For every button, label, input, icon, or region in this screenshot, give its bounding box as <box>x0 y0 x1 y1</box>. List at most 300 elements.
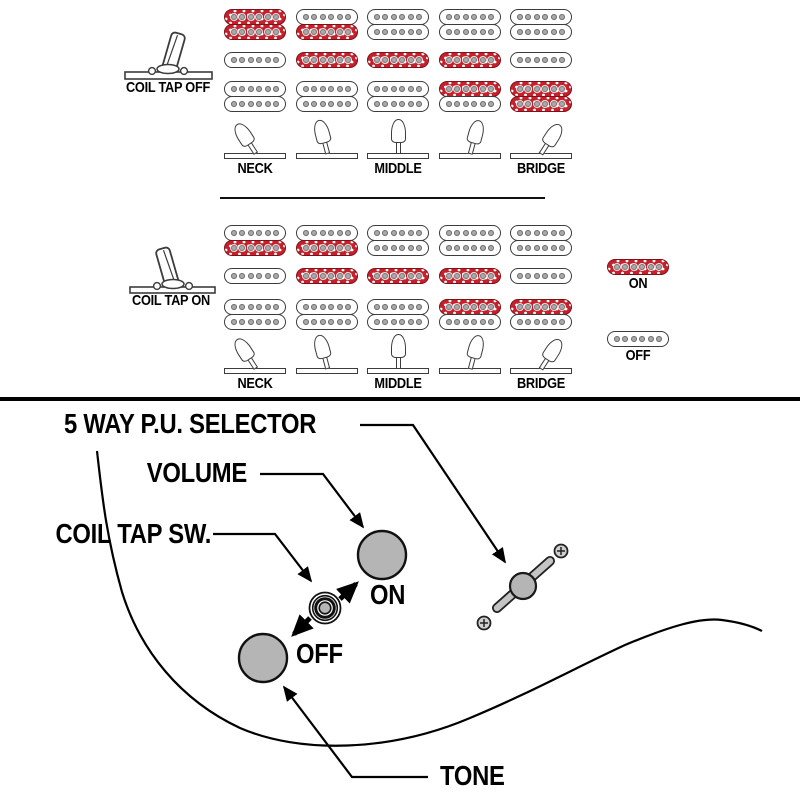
coil-tap-switch <box>310 593 341 624</box>
tone-leader-line <box>284 687 428 777</box>
pole-piece-dot <box>374 86 380 92</box>
pole-piece-dot <box>374 245 380 251</box>
pole-piece-dot <box>337 14 343 20</box>
pole-piece-dot <box>273 304 279 310</box>
pole-piece-dot <box>416 101 422 107</box>
pole-piece-dot <box>248 304 254 310</box>
pole-piece-dot <box>248 273 254 279</box>
pole-piece-dot <box>542 57 548 63</box>
pole-piece-dot <box>525 86 531 92</box>
coil-tap-leader-line <box>213 534 311 581</box>
pole-piece-dot <box>231 230 237 236</box>
pole-piece-dot <box>488 304 494 310</box>
pole-piece-dot <box>471 101 477 107</box>
pole-piece-dot <box>517 86 523 92</box>
pickup-coil-off <box>510 52 572 68</box>
pole-piece-dot <box>382 319 388 325</box>
pickup-coil-off <box>296 225 358 241</box>
pole-piece-dot <box>265 273 271 279</box>
pole-piece-dot <box>534 319 540 325</box>
pole-piece-dot <box>311 304 317 310</box>
pole-piece-dot <box>273 14 279 20</box>
pole-piece-dot <box>374 57 380 63</box>
pole-piece-dot <box>559 101 565 107</box>
pole-piece-dot <box>534 245 540 251</box>
pole-piece-dot <box>337 29 343 35</box>
pickup-coil-off <box>296 96 358 112</box>
pole-piece-dot <box>303 57 309 63</box>
pole-piece-dot <box>480 245 486 251</box>
pole-piece-dot <box>303 86 309 92</box>
pickup-coil-off <box>439 9 501 25</box>
pole-piece-dot <box>382 86 388 92</box>
pole-piece-dot <box>480 14 486 20</box>
pole-piece-dot <box>328 319 334 325</box>
pole-piece-dot <box>256 245 262 251</box>
pole-piece-dot <box>248 101 254 107</box>
pole-piece-dot <box>337 319 343 325</box>
pole-piece-dot <box>256 14 262 20</box>
pole-piece-dot <box>631 336 637 342</box>
pole-piece-dot <box>256 57 262 63</box>
pole-piece-dot <box>534 230 540 236</box>
pole-piece-dot <box>273 319 279 325</box>
pole-piece-dot <box>248 29 254 35</box>
pole-piece-dot <box>471 230 477 236</box>
pole-piece-dot <box>337 230 343 236</box>
pickup-coil-on <box>367 52 429 68</box>
pole-piece-dot <box>303 101 309 107</box>
pole-piece-dot <box>239 101 245 107</box>
pole-piece-dot <box>320 86 326 92</box>
pickup-coil-off <box>367 24 429 40</box>
pole-piece-dot <box>273 230 279 236</box>
pole-piece-dot <box>454 14 460 20</box>
pole-piece-dot <box>480 101 486 107</box>
pole-piece-dot <box>471 57 477 63</box>
pole-piece-dot <box>471 304 477 310</box>
pole-piece-dot <box>488 14 494 20</box>
pole-piece-dot <box>320 319 326 325</box>
pole-piece-dot <box>463 319 469 325</box>
pole-piece-dot <box>525 245 531 251</box>
pickup-coil-off <box>607 331 669 347</box>
pole-piece-dot <box>256 230 262 236</box>
position-label-middle: MIDDLE <box>374 160 422 177</box>
pole-piece-dot <box>328 29 334 35</box>
pickup-coil-off <box>439 240 501 256</box>
pole-piece-dot <box>265 319 271 325</box>
pickup-coil-off <box>510 268 572 284</box>
pole-piece-dot <box>320 304 326 310</box>
pole-piece-dot <box>488 101 494 107</box>
pole-piece-dot <box>320 273 326 279</box>
volume-leader-line <box>260 474 363 527</box>
pole-piece-dot <box>311 319 317 325</box>
pole-piece-dot <box>517 245 523 251</box>
pole-piece-dot <box>382 101 388 107</box>
pole-piece-dot <box>542 273 548 279</box>
pole-piece-dot <box>488 86 494 92</box>
pole-piece-dot <box>416 14 422 20</box>
pole-piece-dot <box>374 304 380 310</box>
pole-piece-dot <box>471 29 477 35</box>
pickup-coil-off <box>367 9 429 25</box>
pole-piece-dot <box>391 57 397 63</box>
pole-piece-dot <box>454 245 460 251</box>
pole-piece-dot <box>614 264 620 270</box>
pole-piece-dot <box>345 319 351 325</box>
pole-piece-dot <box>408 273 414 279</box>
pole-piece-dot <box>345 245 351 251</box>
pole-piece-dot <box>446 14 452 20</box>
pole-piece-dot <box>551 101 557 107</box>
pole-piece-dot <box>525 101 531 107</box>
pole-piece-dot <box>454 230 460 236</box>
pole-piece-dot <box>265 230 271 236</box>
pole-piece-dot <box>534 14 540 20</box>
pole-piece-dot <box>256 304 262 310</box>
pole-piece-dot <box>382 29 388 35</box>
pole-piece-dot <box>559 273 565 279</box>
pole-piece-dot <box>408 319 414 325</box>
pole-piece-dot <box>446 273 452 279</box>
pickup-coil-off <box>439 314 501 330</box>
pole-piece-dot <box>239 86 245 92</box>
pole-piece-dot <box>534 29 540 35</box>
pole-piece-dot <box>416 230 422 236</box>
position-label-neck: NECK <box>237 375 273 392</box>
pole-piece-dot <box>345 14 351 20</box>
pole-piece-dot <box>525 29 531 35</box>
pole-piece-dot <box>328 57 334 63</box>
pole-piece-dot <box>328 86 334 92</box>
pole-piece-dot <box>265 304 271 310</box>
pole-piece-dot <box>303 245 309 251</box>
pole-piece-dot <box>416 319 422 325</box>
pole-piece-dot <box>231 319 237 325</box>
pole-piece-dot <box>256 319 262 325</box>
pole-piece-dot <box>231 29 237 35</box>
pole-piece-dot <box>374 230 380 236</box>
pole-piece-dot <box>480 273 486 279</box>
coil-tap-off-label: COIL TAP OFF <box>125 79 211 96</box>
pickup-coil-on <box>224 240 286 256</box>
pole-piece-dot <box>320 29 326 35</box>
pickup-coil-on <box>439 81 501 97</box>
pole-piece-dot <box>525 57 531 63</box>
pole-piece-dot <box>517 14 523 20</box>
pole-piece-dot <box>239 273 245 279</box>
pole-piece-dot <box>471 86 477 92</box>
pole-piece-dot <box>382 245 388 251</box>
pole-piece-dot <box>399 29 405 35</box>
pole-piece-dot <box>639 264 645 270</box>
pole-piece-dot <box>488 29 494 35</box>
pole-piece-dot <box>320 245 326 251</box>
pole-piece-dot <box>328 14 334 20</box>
pickup-coil-on <box>224 24 286 40</box>
lever-knob <box>465 118 486 145</box>
pickup-coil-off <box>510 240 572 256</box>
pole-piece-dot <box>273 101 279 107</box>
pole-piece-dot <box>239 319 245 325</box>
pole-piece-dot <box>320 230 326 236</box>
pole-piece-dot <box>631 264 637 270</box>
pole-piece-dot <box>328 230 334 236</box>
pole-piece-dot <box>416 29 422 35</box>
pole-piece-dot <box>337 273 343 279</box>
pickup-coil-off <box>439 225 501 241</box>
selector-screw-icon <box>478 617 491 630</box>
pole-piece-dot <box>559 29 565 35</box>
selector-label: 5 WAY P.U. SELECTOR <box>64 408 317 439</box>
pole-piece-dot <box>408 86 414 92</box>
pole-piece-dot <box>265 57 271 63</box>
pole-piece-dot <box>551 319 557 325</box>
pole-piece-dot <box>231 57 237 63</box>
pole-piece-dot <box>374 101 380 107</box>
coil-tap-on-toggle-icon <box>123 239 223 297</box>
pickup-coil-on <box>367 268 429 284</box>
pole-piece-dot <box>471 319 477 325</box>
pole-piece-dot <box>542 304 548 310</box>
pole-piece-dot <box>542 230 548 236</box>
pickup-coil-off <box>296 314 358 330</box>
pole-piece-dot <box>391 230 397 236</box>
pole-piece-dot <box>256 101 262 107</box>
pickup-coil-off <box>367 225 429 241</box>
pole-piece-dot <box>320 57 326 63</box>
pickup-coil-off <box>510 314 572 330</box>
switch-on-label: ON <box>370 579 406 610</box>
pole-piece-dot <box>614 336 620 342</box>
pole-piece-dot <box>534 57 540 63</box>
pole-piece-dot <box>399 86 405 92</box>
pole-piece-dot <box>517 304 523 310</box>
pole-piece-dot <box>480 304 486 310</box>
pole-piece-dot <box>311 230 317 236</box>
pole-piece-dot <box>542 245 548 251</box>
pole-piece-dot <box>320 14 326 20</box>
pole-piece-dot <box>559 14 565 20</box>
pole-piece-dot <box>399 230 405 236</box>
pickup-coil-off <box>510 9 572 25</box>
pole-piece-dot <box>559 86 565 92</box>
lever-knob <box>311 118 332 145</box>
pole-piece-dot <box>265 101 271 107</box>
pole-piece-dot <box>256 86 262 92</box>
pole-piece-dot <box>239 29 245 35</box>
pole-piece-dot <box>248 245 254 251</box>
pickup-coil-on <box>439 268 501 284</box>
pole-piece-dot <box>525 230 531 236</box>
pole-piece-dot <box>446 245 452 251</box>
position-label-neck: NECK <box>237 160 273 177</box>
pole-piece-dot <box>311 14 317 20</box>
pole-piece-dot <box>517 273 523 279</box>
lever-knob <box>311 333 332 360</box>
pole-piece-dot <box>463 304 469 310</box>
pole-piece-dot <box>328 245 334 251</box>
volume-knob <box>358 531 406 579</box>
pole-piece-dot <box>463 86 469 92</box>
pickup-coil-on <box>296 24 358 40</box>
pole-piece-dot <box>542 101 548 107</box>
pole-piece-dot <box>399 304 405 310</box>
pickup-coil-on <box>439 52 501 68</box>
pole-piece-dot <box>337 245 343 251</box>
pole-piece-dot <box>374 319 380 325</box>
pole-piece-dot <box>408 304 414 310</box>
pole-piece-dot <box>463 57 469 63</box>
pole-piece-dot <box>551 86 557 92</box>
pole-piece-dot <box>525 273 531 279</box>
pole-piece-dot <box>416 57 422 63</box>
pole-piece-dot <box>622 336 628 342</box>
pole-piece-dot <box>446 230 452 236</box>
pole-piece-dot <box>551 273 557 279</box>
pole-piece-dot <box>345 29 351 35</box>
pole-piece-dot <box>273 57 279 63</box>
pole-piece-dot <box>399 101 405 107</box>
pole-piece-dot <box>446 86 452 92</box>
pole-piece-dot <box>517 101 523 107</box>
pole-piece-dot <box>454 57 460 63</box>
pole-piece-dot <box>248 57 254 63</box>
pole-piece-dot <box>311 273 317 279</box>
pole-piece-dot <box>648 336 654 342</box>
position-label-bridge: BRIDGE <box>516 160 566 177</box>
pickup-coil-off <box>367 81 429 97</box>
pole-piece-dot <box>399 14 405 20</box>
pole-piece-dot <box>382 57 388 63</box>
pole-piece-dot <box>534 304 540 310</box>
pole-piece-dot <box>551 230 557 236</box>
pole-piece-dot <box>303 273 309 279</box>
five-way-selector <box>478 545 568 630</box>
pole-piece-dot <box>303 14 309 20</box>
pole-piece-dot <box>542 29 548 35</box>
pole-piece-dot <box>551 29 557 35</box>
pole-piece-dot <box>559 304 565 310</box>
pole-piece-dot <box>311 101 317 107</box>
pole-piece-dot <box>488 57 494 63</box>
pickup-coil-off <box>367 96 429 112</box>
pole-piece-dot <box>648 264 654 270</box>
pickup-coil-off <box>224 52 286 68</box>
pole-piece-dot <box>656 336 662 342</box>
pole-piece-dot <box>337 57 343 63</box>
pole-piece-dot <box>542 86 548 92</box>
pole-piece-dot <box>345 86 351 92</box>
pickup-coil-off <box>296 81 358 97</box>
pickup-coil-off <box>367 314 429 330</box>
coil-tap-on-arrow <box>340 584 356 599</box>
pickup-coil-on <box>510 96 572 112</box>
pole-piece-dot <box>559 319 565 325</box>
pole-piece-dot <box>337 101 343 107</box>
pickup-coil-off <box>224 314 286 330</box>
pole-piece-dot <box>273 86 279 92</box>
pickup-coil-on <box>607 259 669 275</box>
pole-piece-dot <box>231 86 237 92</box>
pickup-coil-off <box>439 96 501 112</box>
pole-piece-dot <box>622 264 628 270</box>
pole-piece-dot <box>517 319 523 325</box>
pole-piece-dot <box>454 304 460 310</box>
pole-piece-dot <box>248 86 254 92</box>
pole-piece-dot <box>446 319 452 325</box>
pole-piece-dot <box>534 273 540 279</box>
pole-piece-dot <box>303 230 309 236</box>
pole-piece-dot <box>463 101 469 107</box>
pole-piece-dot <box>454 86 460 92</box>
pole-piece-dot <box>551 14 557 20</box>
pickup-coil-on <box>296 52 358 68</box>
pole-piece-dot <box>374 14 380 20</box>
pole-piece-dot <box>471 14 477 20</box>
pole-piece-dot <box>399 57 405 63</box>
pole-piece-dot <box>256 273 262 279</box>
position-label-middle: MIDDLE <box>374 375 422 392</box>
pole-piece-dot <box>345 273 351 279</box>
pole-piece-dot <box>345 304 351 310</box>
pole-piece-dot <box>391 29 397 35</box>
guitar-body-curve <box>97 451 762 746</box>
pole-piece-dot <box>559 230 565 236</box>
pole-piece-dot <box>480 86 486 92</box>
pole-piece-dot <box>408 14 414 20</box>
pole-piece-dot <box>265 86 271 92</box>
pole-piece-dot <box>328 273 334 279</box>
pole-piece-dot <box>345 101 351 107</box>
pole-piece-dot <box>239 245 245 251</box>
pole-piece-dot <box>446 304 452 310</box>
pole-piece-dot <box>463 273 469 279</box>
pole-piece-dot <box>231 101 237 107</box>
pole-piece-dot <box>248 230 254 236</box>
pickup-coil-off <box>224 81 286 97</box>
pole-piece-dot <box>534 86 540 92</box>
pole-piece-dot <box>399 319 405 325</box>
pole-piece-dot <box>231 304 237 310</box>
pole-piece-dot <box>408 29 414 35</box>
pole-piece-dot <box>488 273 494 279</box>
pole-piece-dot <box>454 29 460 35</box>
table-section-divider <box>220 197 545 199</box>
pole-piece-dot <box>454 273 460 279</box>
pole-piece-dot <box>488 230 494 236</box>
pole-piece-dot <box>391 245 397 251</box>
pole-piece-dot <box>471 245 477 251</box>
pole-piece-dot <box>517 29 523 35</box>
pole-piece-dot <box>248 14 254 20</box>
pole-piece-dot <box>463 230 469 236</box>
pole-piece-dot <box>488 245 494 251</box>
coil-tap-on-label: COIL TAP ON <box>132 292 210 309</box>
pole-piece-dot <box>551 57 557 63</box>
pole-piece-dot <box>446 29 452 35</box>
pole-piece-dot <box>231 245 237 251</box>
pole-piece-dot <box>256 29 262 35</box>
pole-piece-dot <box>559 57 565 63</box>
pole-piece-dot <box>517 230 523 236</box>
coil-tap-sw-label: COIL TAP SW. <box>55 518 211 549</box>
coil-tap-off-arrow <box>294 618 310 634</box>
lever-knob <box>391 119 406 143</box>
pickup-coil-off <box>439 24 501 40</box>
